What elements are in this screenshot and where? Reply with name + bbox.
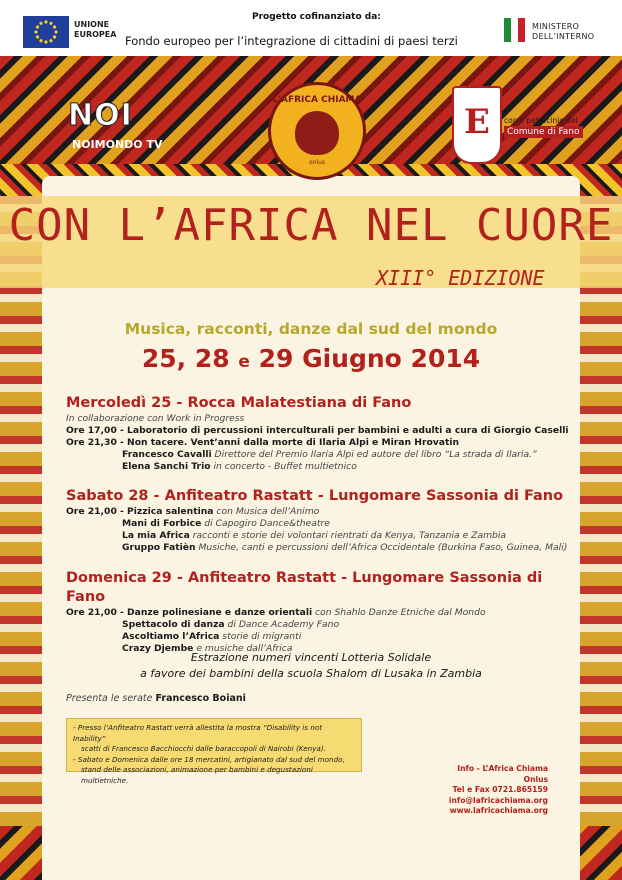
website-link[interactable]: www.lafricachiama.org: [449, 806, 548, 815]
african-pattern-left: [0, 196, 42, 880]
event-dates: 25, 28 e 29 Giugno 2014: [141, 344, 481, 373]
day-heading: Mercoledì 25 - Rocca Malatestiana di Fano: [66, 395, 412, 411]
day-wednesday: [66, 394, 586, 473]
eu-name: UNIONE EUROPEA: [74, 20, 117, 39]
contact-info: Info - L’Africa Chiama Onlus Tel e Fax 0721.865159 info@lafricachiama.org www.lafricachiama.org: [440, 764, 548, 817]
program-line: Crazy Djembe e musiche dall’Africa: [122, 643, 293, 654]
program-line: Francesco Cavalli Direttore del Premio Ilaria Alpi ed autore del libro “La strada di Ilaria.”: [122, 449, 537, 460]
eu-stars-icon: [23, 16, 69, 48]
patronage-label: con il patrocinio del: [504, 116, 578, 125]
day-sunday: [66, 569, 586, 655]
program-line: Ore 21,30 - Non tacere. Vent’anni dalla morte di Ilaria Alpi e Miran Hrovatin: [66, 437, 460, 448]
day-saturday: [66, 487, 586, 554]
ministry-name: MINISTERO DELL’INTERNO: [532, 22, 595, 41]
program-line: Ore 21,00 - Pizzica salentina con Musica dell’Animo: [66, 506, 320, 517]
fund-name: Fondo europeo per l’integrazione di cittadini di paesi terzi: [125, 34, 458, 48]
day-heading: Domenica 29 - Anfiteatro Rastatt - Lungomare Sassonia di Fano: [66, 570, 543, 605]
edition-label: XIII° EDIZIONE: [376, 266, 545, 290]
program-line: Ore 21,00 - Danze polinesiane e danze orientali con Shahlo Danze Etniche dal Mondo: [66, 607, 486, 618]
program-line: La mia Africa racconti e storie dei volontari rientrati da Kenya, Tanzania e Zambia: [122, 530, 507, 541]
program-line: Ascoltiamo l’Africa storie di migranti: [122, 631, 302, 642]
sponsor-header: [0, 0, 622, 54]
program-line: Ore 17,00 - Laboratorio di percussioni interculturali per bambini e adulti a cura di Giorgio Caselli: [66, 425, 569, 436]
program-line: Gruppo Fatièn Musiche, canti e percussioni dell’Africa Occidentale (Burkina Faso, Guinea, Mali): [122, 542, 568, 553]
lottery-announcement: Estrazione numeri vincenti Lotteria Solidale a favore dei bambini della scuola Shalom di Lusaka in Zambia: [140, 651, 482, 680]
eu-flag-logo: [23, 16, 69, 48]
poster-subtitle: Musica, racconti, danze dal sud del mondo: [124, 320, 498, 338]
program-line: Spettacolo di danza di Dance Academy Fano: [122, 619, 340, 630]
poster: [0, 56, 622, 880]
fano-crest-logo: E: [452, 86, 502, 164]
noimondo-logo: NOI NOIMONDO TV: [68, 98, 163, 151]
african-pattern-right: [580, 196, 622, 880]
cofinanced-label: Progetto cofinanziato da:: [252, 12, 381, 22]
poster-title: CON L’AFRICA NEL CUORE: [8, 200, 614, 251]
day-heading: Sabato 28 - Anfiteatro Rastatt - Lungomare Sassonia di Fano: [66, 488, 564, 504]
comune-label: Comune di Fano: [504, 126, 583, 138]
program-line: Mani di Forbice di Capogiro Dance&theatre: [122, 518, 330, 529]
italy-flag-logo: [504, 18, 526, 42]
email-link[interactable]: info@lafricachiama.org: [448, 795, 548, 805]
program-line: Elena Sanchi Trio in concerto - Buffet multietnico: [122, 461, 357, 472]
notes-box: - Presso l’Anfiteatro Rastatt verrà allestita la mostra “Disability is not Inability” scatti di Francesco Bacchiocchi dalle baraccopoli di Nairobi (Kenya). - Sabato e Domenica dalle ore 18 mercatini, artigianato dal sud del mondo, stand delle associazioni, animazione per bambini e degustazioni multietniche.: [66, 718, 362, 772]
africa-chiama-logo: L'AFRICA CHIAMA onlus: [268, 82, 366, 180]
program-line: In collaborazione con Work in Progress: [66, 413, 245, 424]
presenter: Presenta le serate Francesco Boiani: [66, 693, 246, 704]
africa-heart-icon: [295, 111, 339, 155]
